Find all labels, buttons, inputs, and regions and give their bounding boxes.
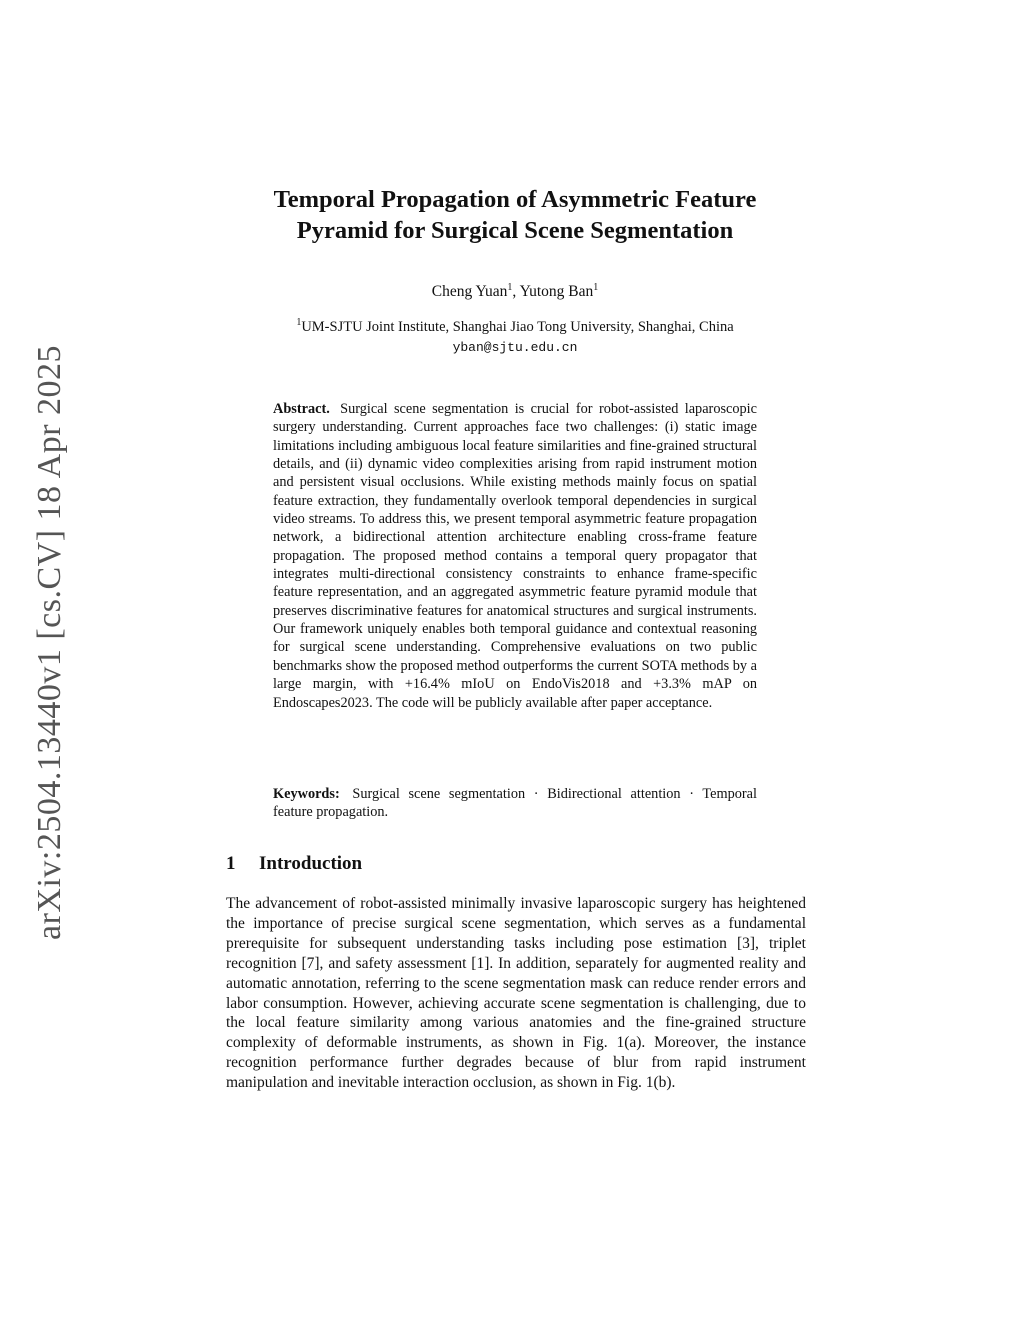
author-affiliation-mark: 1 — [507, 281, 513, 293]
affiliation-mark: 1 — [296, 317, 302, 329]
paper-title-line-2: Pyramid for Surgical Scene Segmentation — [296, 217, 734, 244]
arxiv-identifier: arXiv:2504.13440v1 [cs.CV] 18 Apr 2025 — [31, 344, 68, 940]
paper-title — [200, 184, 830, 246]
section-title: Introduction — [259, 853, 363, 874]
introduction-paragraph: The advancement of robot-assisted minimally invasive laparoscopic surgery has heightened the importance of precise surgical scene segmentation, which serves as a fundamental prerequisite for subsequent understanding tasks including pose estimation [3], triplet recognition [7], and safety assessment [1]. In addition, separately for augmented reality and automatic annotation, referring to the scene segmentation mask can reduce render errors and labor consumption. However, achieving accurate scene segmentation is challenging, due to the local feature similarity among various anatomies and the fine-grained structure complexity of deformable instruments, as shown in Fig. 1(a). Moreover, the instance recognition performance further degrades because of blur from rapid instrument manipulation and inevitable interaction occlusion, as shown in Fig. 1(b). — [226, 895, 806, 1092]
author-separator: , — [512, 283, 520, 300]
author-list — [200, 282, 830, 302]
author-name: Cheng Yuan — [431, 283, 508, 300]
abstract — [273, 400, 757, 712]
author-name: Yutong Ban — [519, 283, 594, 300]
affiliation-text: UM-SJTU Joint Institute, Shanghai Jiao Tong University, Shanghai, China — [301, 319, 734, 335]
keywords-text: Surgical scene segmentation · Bidirectional attention · Temporal feature propagation. — [273, 786, 757, 821]
section-number: 1 — [226, 853, 236, 874]
paper-title-line-1: Temporal Propagation of Asymmetric Feature — [273, 186, 757, 213]
keywords — [273, 785, 757, 822]
affiliation — [200, 318, 830, 337]
abstract-label: Abstract. — [273, 401, 330, 417]
author-affiliation-mark: 1 — [593, 281, 599, 293]
keywords-label: Keywords: — [273, 786, 340, 802]
contact-email: yban@sjtu.edu.cn — [452, 340, 578, 355]
abstract-text: Surgical scene segmentation is crucial for robot-assisted laparoscopic surgery understanding. Current approaches face two challenges: (i) static image limitations including ambiguous local feature similarities and fine-grained structural details, and (ii) dynamic video complexities arising from rapid instrument motion and persistent visual occlusions. While existing methods mainly focus on spatial feature extraction, they fundamentally overlook temporal dependencies in surgical video streams. To address this, we present temporal asymmetric feature propagation network, a bidirectional attention architecture enabling cross-frame feature propagation. The proposed method contains a temporal query propagator that integrates multi-directional consistency constraints to enhance frame-specific feature representation, and an aggregated asymmetric feature pyramid module that preserves discriminative features for anatomical structures and surgical instruments. Our framework uniquely enables both temporal guidance and contextual reasoning for surgical scene understanding. Comprehensive evaluations on two public benchmarks show the proposed method outperforms the current SOTA methods by a large margin, with +16.4% mIoU on EndoVis2018 and +3.3% mAP on Endoscapes2023. The code will be publicly available after paper acceptance. — [273, 401, 757, 711]
section-heading-introduction — [226, 851, 362, 877]
